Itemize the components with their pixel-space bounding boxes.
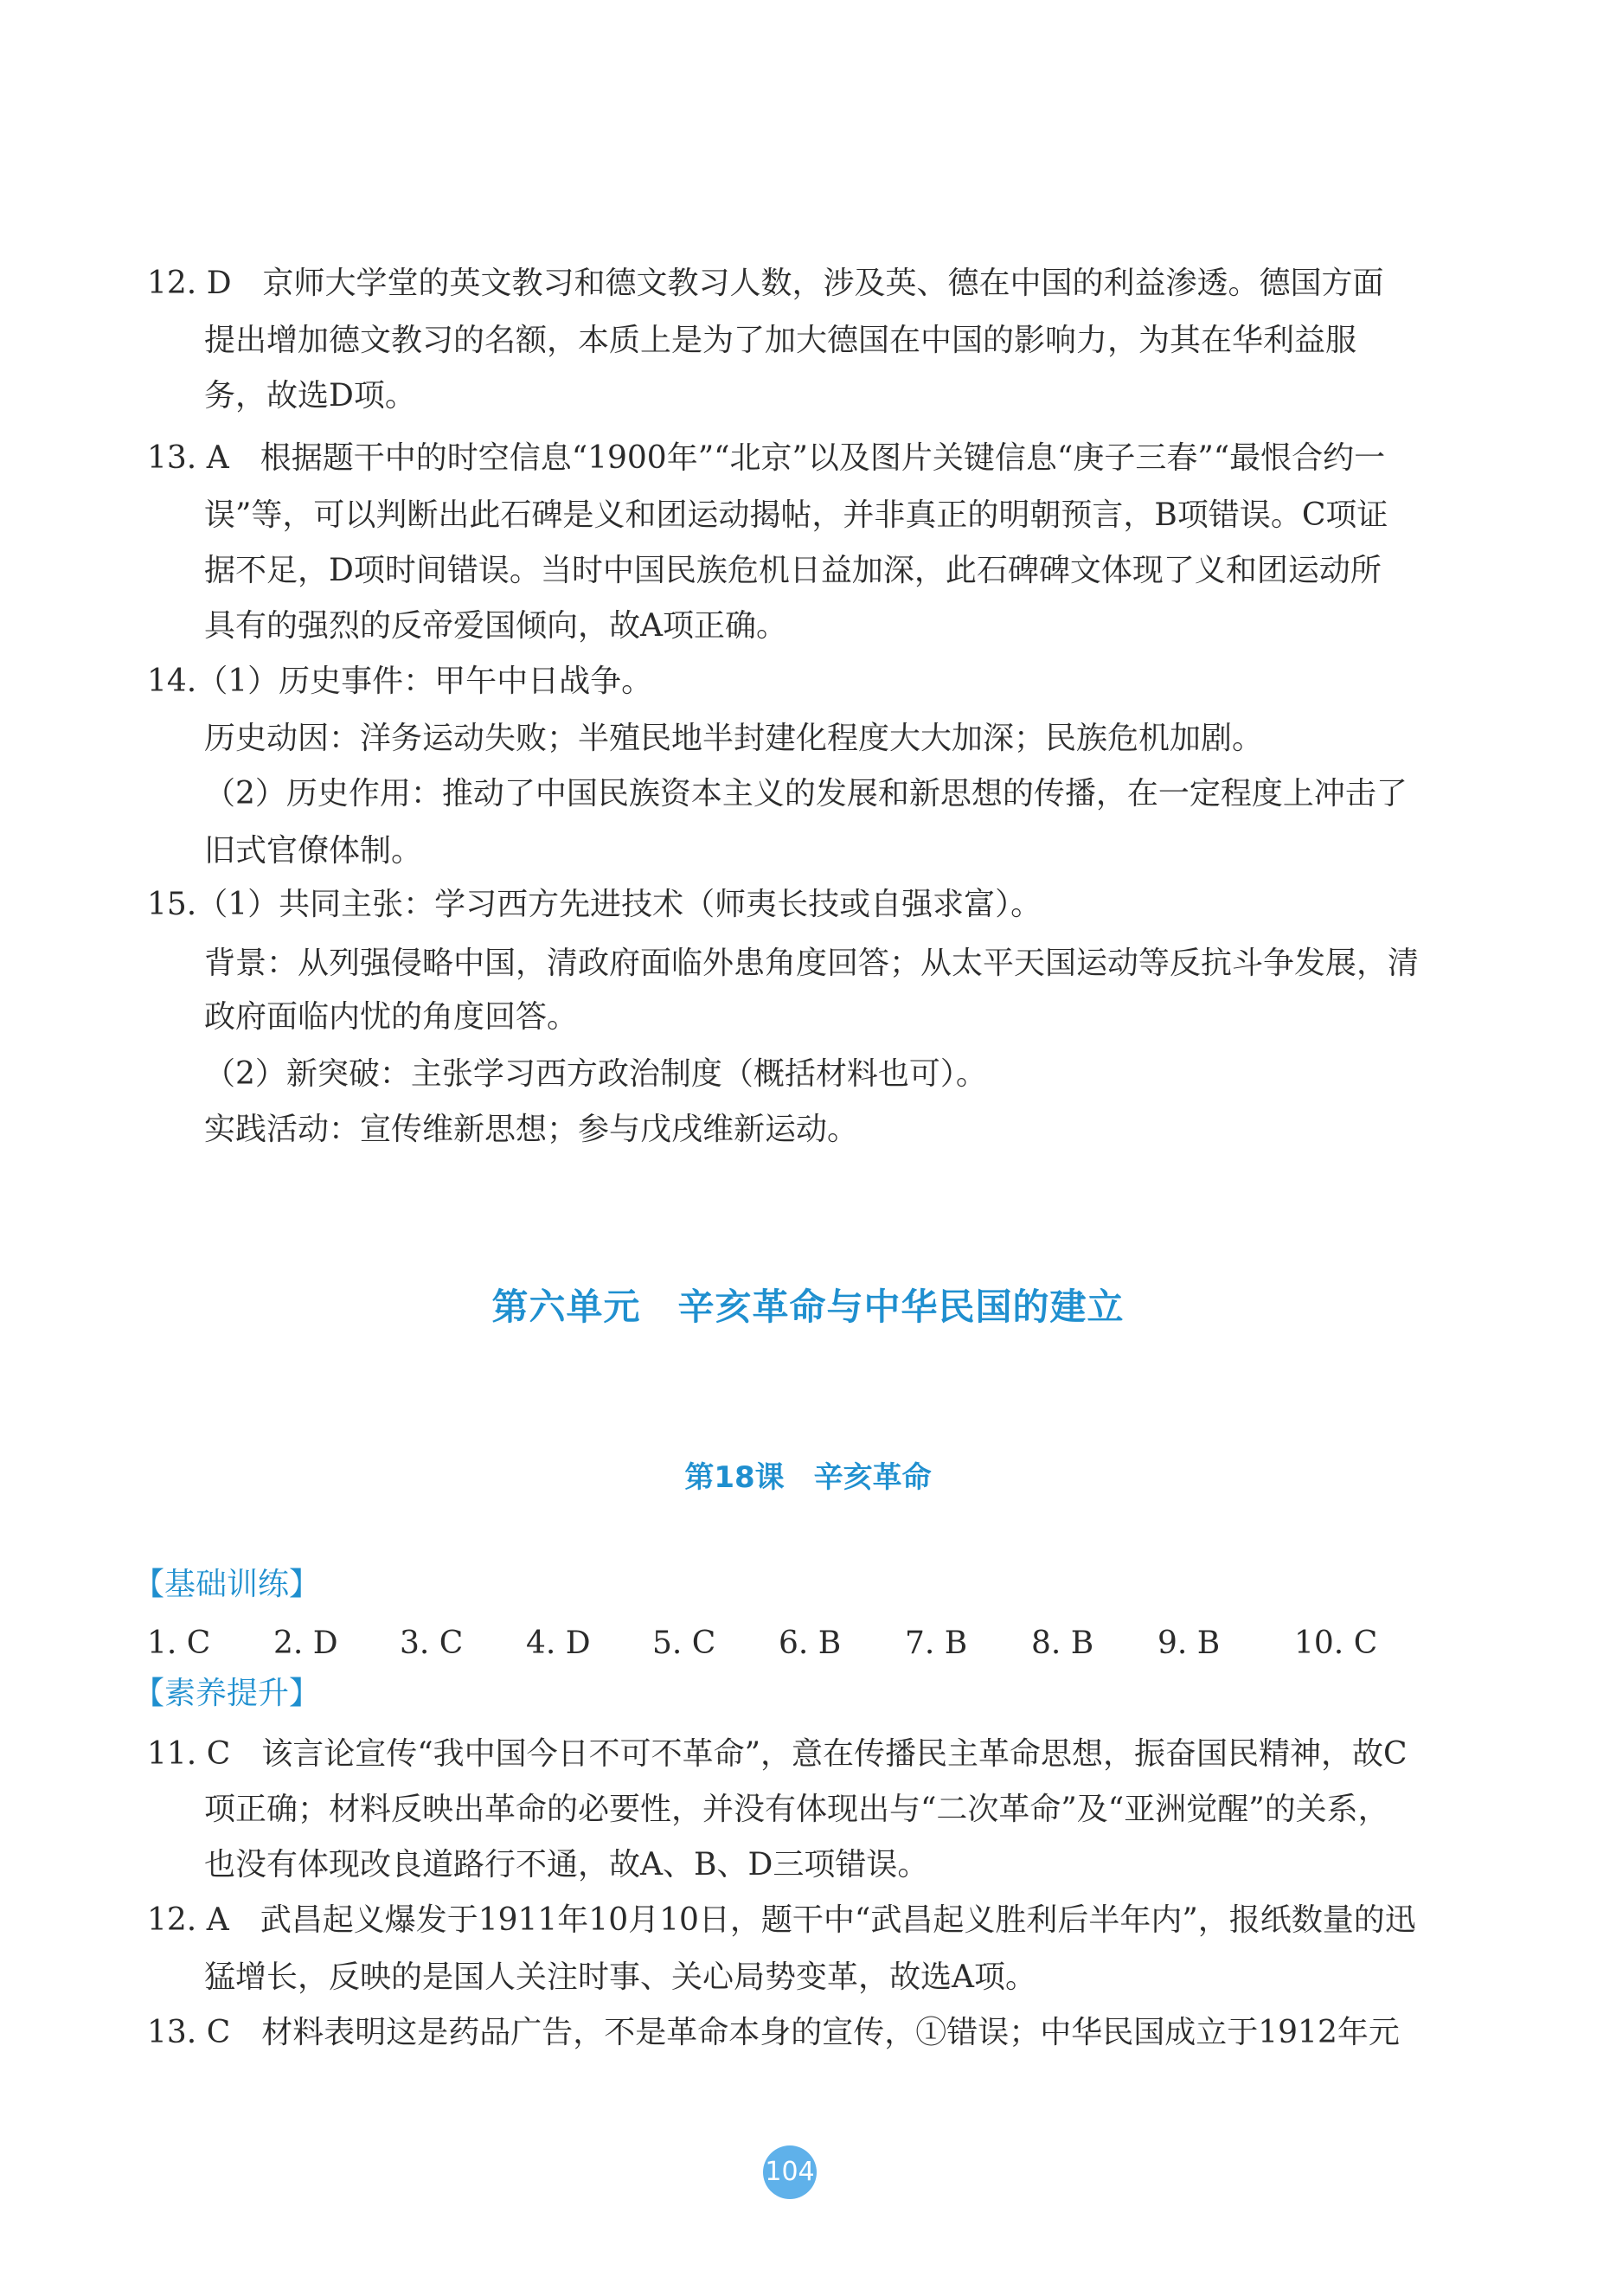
- answer-13b-line1: 13. C 材料表明这是药品广告，不是革命本身的宣传，①错误；中华民国成立于1912年元: [147, 2015, 1400, 2050]
- answer-14-line4: 旧式官僚体制。: [204, 833, 423, 869]
- answer-12-line3: 务，故选D项。: [204, 378, 416, 414]
- answer-11-line2: 项正确；材料反映出革命的必要性，并没有体现出与“二次革命”及“亚洲觉醒”的关系，: [204, 1792, 1389, 1827]
- answer-13-line1: 13. A 根据题干中的时空信息“1900年”“北京”以及图片关键信息“庚子三春”“最恨合约一: [147, 440, 1386, 476]
- answer-15-line1: 15.（1）共同主张：学习西方先进技术（师夷长技或自强求富）。: [147, 887, 1042, 922]
- answer-13-line3: 据不足，D项时间错误。当时中国民族危机日益加深，此石碑碑文体现了义和团运动所: [204, 553, 1382, 588]
- answer-15-line3: 政府面临内忧的角度回答。: [204, 999, 579, 1035]
- answer-14-line2: 历史动因：洋务运动失败；半殖民地半封建化程度大大加深；民族危机加剧。: [204, 721, 1264, 756]
- answer-15-line4: （2）新突破：主张学习西方政治制度（概括材料也可）。: [204, 1056, 987, 1092]
- answer-12b-line2: 猛增长，反映的是国人关注时事、关心局势变革，故选A项。: [204, 1959, 1036, 1995]
- basic-answer: 3. C: [400, 1626, 464, 1661]
- answer-13-line4: 具有的强烈的反帝爱国倾向，故A项正确。: [204, 608, 787, 644]
- answer-11-line3: 也没有体现改良道路行不通，故A、B、D三项错误。: [204, 1847, 929, 1882]
- answer-12b-line1: 12. A 武昌起义爆发于1911年10月10日，题干中“武昌起义胜利后半年内”，报纸数量的迅: [147, 1902, 1416, 1938]
- basic-answer: 2. D: [273, 1626, 338, 1661]
- basic-answer: 6. B: [779, 1626, 842, 1661]
- answer-15-line5: 实践活动：宣传维新思想；参与戊戌维新运动。: [204, 1112, 859, 1147]
- answer-14-line1: 14.（1）历史事件：甲午中日战争。: [147, 664, 653, 699]
- basic-answer: 8. B: [1031, 1626, 1094, 1661]
- page-number-badge: 104: [763, 2145, 817, 2199]
- unit-title: 第六单元 辛亥革命与中华民国的建立: [491, 1286, 1125, 1328]
- answer-15-line2: 背景：从列强侵略中国，清政府面临外患角度回答；从太平天国运动等反抗斗争发展，清: [204, 946, 1420, 981]
- answer-12-line1: 12. D 京师大学堂的英文教习和德文教习人数，涉及英、德在中国的利益渗透。德国方面: [147, 266, 1384, 301]
- basic-answer: 9. B: [1157, 1626, 1221, 1661]
- section-basic-label: 【基础训练】: [133, 1567, 321, 1602]
- basic-answer: 4. D: [526, 1626, 591, 1661]
- answer-12-line2: 提出增加德文教习的名额，本质上是为了加大德国在中国的影响力，为其在华利益服: [204, 323, 1357, 358]
- lesson-title: 第18课 辛亥革命: [684, 1460, 932, 1495]
- basic-answer: 10. C: [1294, 1626, 1378, 1661]
- basic-answer: 5. C: [652, 1626, 716, 1661]
- answer-13-line2: 误”等，可以判断出此石碑是义和团运动揭帖，并非真正的明朝预言，B项错误。C项证: [204, 497, 1388, 533]
- basic-answer: 7. B: [905, 1626, 968, 1661]
- answer-11-line1: 11. C 该言论宣传“我中国今日不可不革命”，意在传播民主革命思想，振奋国民精神，故C: [147, 1736, 1408, 1772]
- answer-14-line3: （2）历史作用：推动了中国民族资本主义的发展和新思想的传播，在一定程度上冲击了: [204, 776, 1408, 811]
- basic-answer: 1. C: [147, 1626, 211, 1661]
- section-advanced-label: 【素养提升】: [133, 1676, 321, 1711]
